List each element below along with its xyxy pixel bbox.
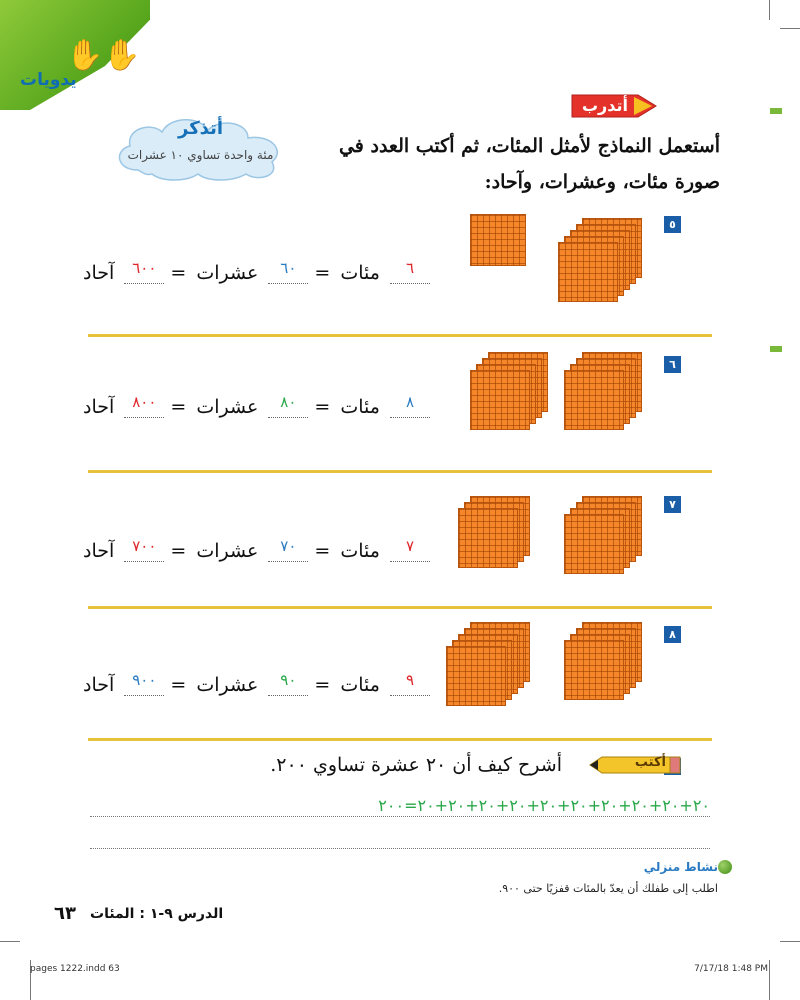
crop-mark	[769, 0, 770, 20]
equation-row	[83, 393, 430, 418]
equals-sign: =	[170, 262, 187, 284]
hundreds-term: مئات	[340, 262, 380, 284]
tens-term: عشرات	[196, 674, 259, 696]
exercise-number: ٧	[664, 496, 681, 513]
crop-mark	[769, 960, 770, 1000]
exercise-number: ٦	[664, 356, 681, 373]
ones-term: آحاد	[83, 396, 115, 418]
hundred-flat	[446, 646, 506, 706]
tens-term: عشرات	[196, 396, 259, 418]
hundreds-blank[interactable]: ٩	[390, 677, 430, 696]
margin-tab	[770, 346, 782, 352]
equals-sign: =	[314, 540, 331, 562]
page-number: ٦٣	[54, 903, 76, 924]
equals-sign: =	[170, 396, 187, 418]
question-9	[92, 748, 712, 788]
tens-term: عشرات	[196, 262, 259, 284]
instructions-line: أستعمل النماذج لأمثل المئات، ثم أكتب العدد في	[338, 135, 720, 157]
hundreds-blank[interactable]: ٧	[390, 543, 430, 562]
hundreds-blank[interactable]: ٦	[390, 265, 430, 284]
ones-term: آحاد	[83, 674, 115, 696]
divider-line	[88, 606, 712, 609]
equals-sign: =	[170, 540, 187, 562]
ones-blank[interactable]: ٨٠٠	[124, 399, 164, 418]
equals-sign: =	[314, 396, 331, 418]
ones-term: آحاد	[83, 540, 115, 562]
equals-sign: =	[314, 674, 331, 696]
remember-title: أتذكر	[178, 118, 223, 139]
answer-line[interactable]	[90, 816, 710, 817]
home-activity-text: اطلب إلى طفلك أن يعدّ بالمئات قفزيًا حتى ٩٠٠.	[498, 882, 718, 895]
hundreds-term: مئات	[340, 674, 380, 696]
answer-line[interactable]	[90, 848, 710, 849]
answer-text: ٢٠+٢٠+٢٠+٢٠+٢٠+٢٠+٢٠+٢٠+٢٠+٢٠=٢٠٠	[378, 796, 710, 815]
hundreds-blank[interactable]: ٨	[390, 399, 430, 418]
practice-tag	[568, 93, 658, 119]
tens-blank[interactable]: ٩٠	[268, 677, 308, 696]
remember-text: مئة واحدة تساوي ١٠ عشرات	[127, 148, 274, 162]
home-activity-title: نشاط منزلي	[643, 860, 718, 874]
hundred-flat	[558, 242, 618, 302]
raised-hands-icon: ✋✋	[66, 38, 141, 73]
manipulatives-label: يدويات	[20, 70, 77, 90]
hundred-flat	[564, 370, 624, 430]
divider-line	[88, 334, 712, 337]
instructions	[310, 128, 720, 200]
tens-blank[interactable]: ٧٠	[268, 543, 308, 562]
crop-mark	[780, 28, 800, 29]
hundred-flat	[564, 640, 624, 700]
tens-blank[interactable]: ٦٠	[268, 265, 308, 284]
equation-row	[83, 537, 430, 562]
exercise-number: ٨	[664, 626, 681, 643]
question-text: أشرح كيف أن ٢٠ عشرة تساوي ٢٠٠.	[270, 754, 562, 776]
hundred-flat	[470, 370, 530, 430]
lesson-footer: الدرس ٩-١ : المئات	[90, 906, 224, 922]
instructions-line: صورة مئات، وعشرات، وآحاد:	[484, 171, 720, 193]
equals-sign: =	[170, 674, 187, 696]
equation-row	[83, 259, 430, 284]
margin-tab	[770, 108, 782, 114]
hundred-flat	[458, 508, 518, 568]
globe-icon	[718, 860, 732, 874]
print-date-info: 7/17/18 1:48 PM	[694, 964, 768, 974]
divider-line	[88, 470, 712, 473]
tens-term: عشرات	[196, 540, 259, 562]
ones-term: آحاد	[83, 262, 115, 284]
exercise-number: ٥	[664, 216, 681, 233]
divider-line	[88, 738, 712, 741]
print-file-info: pages 1222.indd 63	[30, 964, 120, 974]
crop-mark	[0, 941, 20, 942]
ones-blank[interactable]: ٩٠٠	[124, 677, 164, 696]
crop-mark	[780, 941, 800, 942]
hundreds-term: مئات	[340, 396, 380, 418]
tens-blank[interactable]: ٨٠	[268, 399, 308, 418]
ones-blank[interactable]: ٦٠٠	[124, 265, 164, 284]
hundreds-term: مئات	[340, 540, 380, 562]
hundred-flat	[564, 514, 624, 574]
equation-row	[83, 671, 430, 696]
practice-label: أتدرب	[581, 96, 628, 115]
remember-cloud	[108, 112, 293, 182]
equals-sign: =	[314, 262, 331, 284]
hundred-flat	[470, 214, 526, 266]
write-label: أكتب	[634, 755, 666, 770]
ones-blank[interactable]: ٧٠٠	[124, 543, 164, 562]
